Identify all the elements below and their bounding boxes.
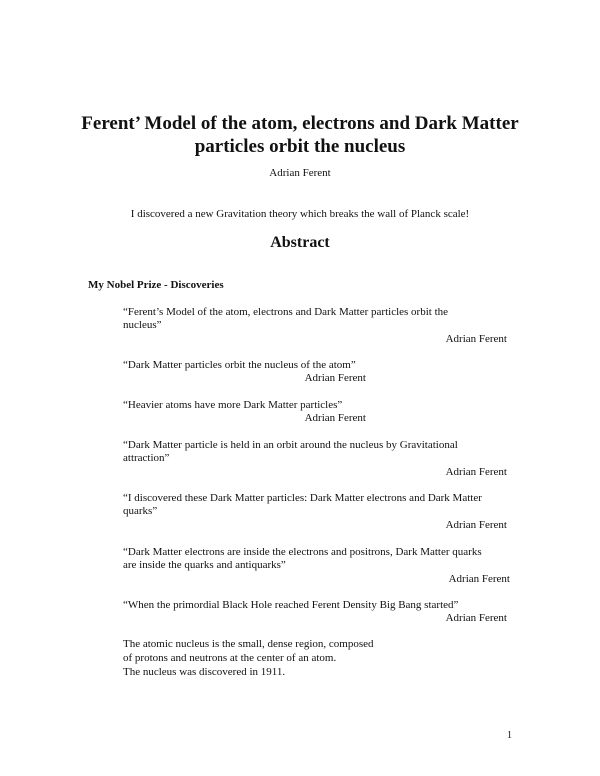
quote-3-line-1: “Heavier atoms have more Dark Matter particles” (123, 399, 343, 411)
quote-3-attribution: Adrian Ferent (304, 412, 366, 424)
quote-2-attribution: Adrian Ferent (304, 372, 366, 384)
intro-statement: I discovered a new Gravitation theory which breaks the wall of Planck scale! (130, 208, 470, 220)
quote-4-line-1: “Dark Matter particle is held in an orbit around the nucleus by Gravitational (123, 439, 458, 451)
quote-6-attribution: Adrian Ferent (448, 573, 510, 585)
paper-title-line-1: Ferent’ Model of the atom, electrons and Dark Matter (81, 113, 519, 134)
closing-line-2: of protons and neutrons at the center of an atom. (123, 652, 337, 664)
quote-7-attribution: Adrian Ferent (445, 612, 507, 624)
quote-1-attribution: Adrian Ferent (445, 333, 507, 345)
quote-7-line-1: “When the primordial Black Hole reached Ferent Density Big Bang started” (123, 599, 459, 611)
closing-line-1: The atomic nucleus is the small, dense region, composed (123, 638, 374, 650)
quote-1-line-1: “Ferent’s Model of the atom, electrons and Dark Matter particles orbit the (123, 306, 449, 318)
paper-title-line-2: particles orbit the nucleus (194, 136, 406, 157)
quote-6-line-2: are inside the quarks and antiquarks” (123, 559, 286, 571)
quote-5-line-1: “I discovered these Dark Matter particles: Dark Matter electrons and Dark Matter (123, 492, 482, 504)
section-heading: My Nobel Prize - Discoveries (88, 279, 224, 291)
author-name: Adrian Ferent (269, 167, 331, 179)
quote-1-line-2: nucleus” (123, 319, 162, 331)
quote-5-attribution: Adrian Ferent (445, 519, 507, 531)
quote-4-attribution: Adrian Ferent (445, 466, 507, 478)
quote-2-line-1: “Dark Matter particles orbit the nucleus of the atom” (123, 359, 356, 371)
quote-5-line-2: quarks” (123, 505, 158, 517)
closing-line-3: The nucleus was discovered in 1911. (123, 666, 286, 678)
abstract-heading: Abstract (270, 234, 330, 251)
quote-4-line-2: attraction” (123, 452, 170, 464)
quote-6-line-1: “Dark Matter electrons are inside the electrons and positrons, Dark Matter quarks (123, 546, 482, 558)
page-number: 1 (507, 730, 512, 741)
